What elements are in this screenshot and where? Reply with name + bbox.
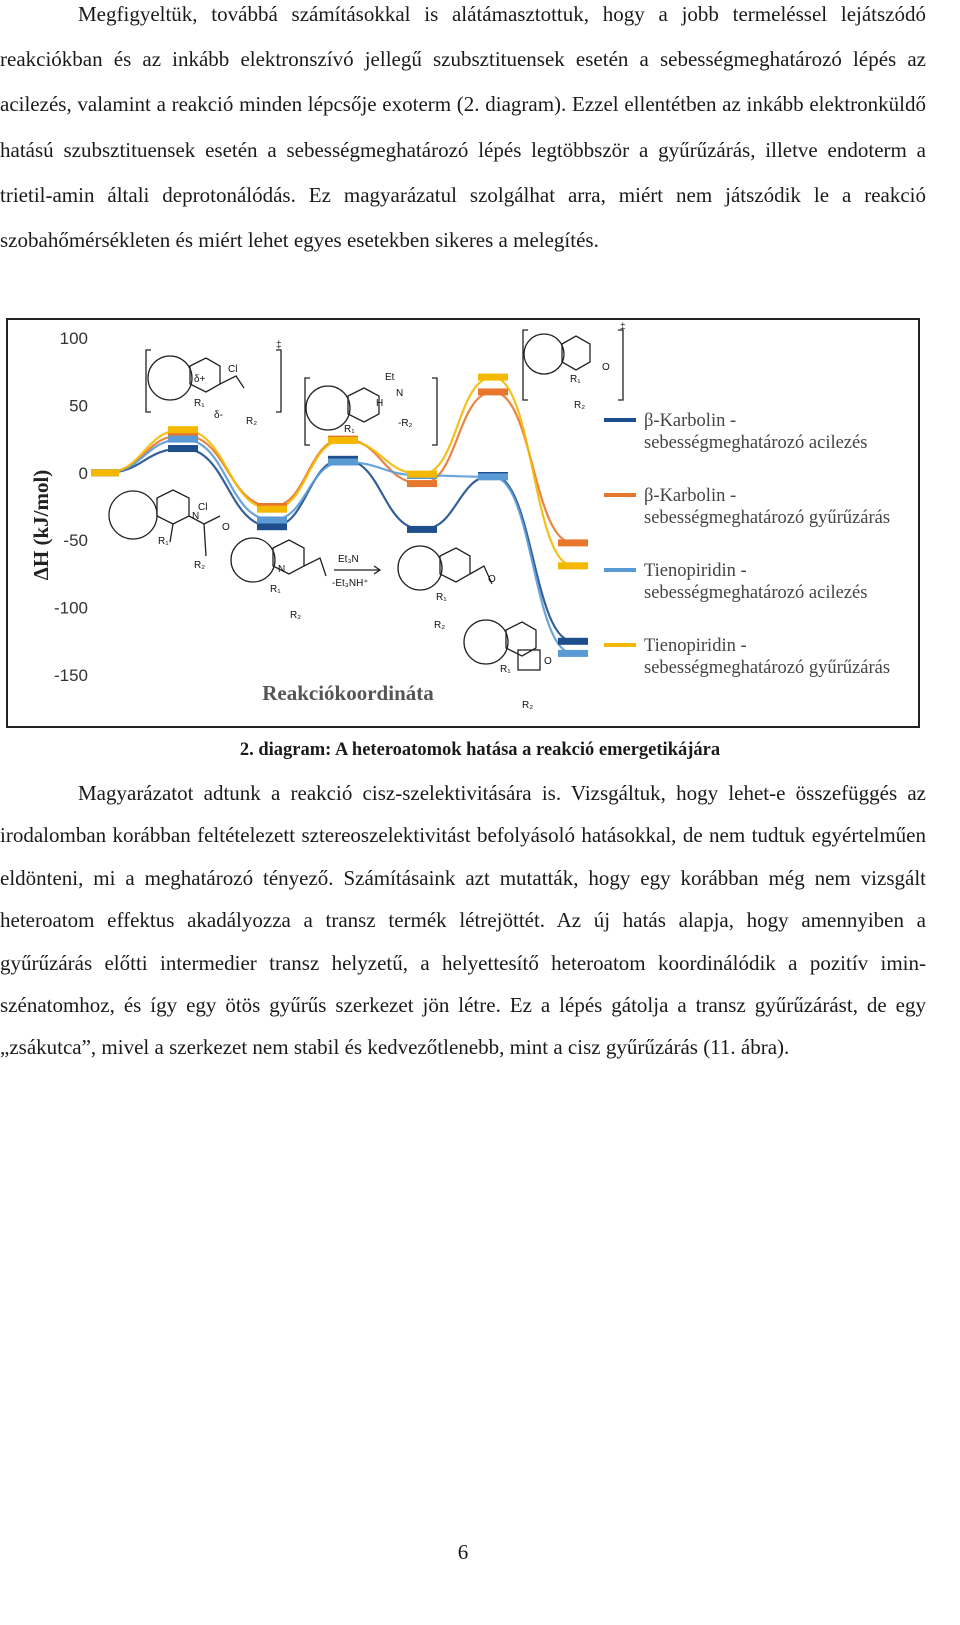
- ts2-et: Et: [385, 372, 395, 383]
- product-o: O: [544, 656, 552, 667]
- int2-o: O: [488, 574, 496, 585]
- molecule-product: [464, 620, 552, 711]
- y-tick-label: 100: [59, 329, 88, 348]
- legend-label: Tienopiridin -: [644, 561, 747, 581]
- y-tick-label: 0: [78, 463, 88, 483]
- ts3-r2: R₂: [574, 400, 586, 411]
- et3n-label: Et₃N: [338, 554, 359, 565]
- reactant-r2: R₂: [194, 560, 206, 571]
- reactant-r1: R₁: [158, 536, 169, 547]
- energy-level-bar: [478, 388, 508, 395]
- reactant-cl: Cl: [198, 502, 208, 513]
- energy-curves: [105, 377, 573, 653]
- energy-level-bar: [558, 650, 588, 657]
- energy-level-bar: [558, 539, 588, 546]
- ts1-dagger: ‡: [276, 340, 282, 351]
- ts2-n: N: [396, 388, 404, 399]
- legend-label-sub: sebességmeghatározó acilezés: [644, 583, 868, 603]
- y-tick-label: -100: [53, 598, 88, 618]
- molecule-int1: [231, 538, 380, 621]
- ts3-o: O: [602, 362, 610, 373]
- molecule-reactant: [109, 490, 230, 571]
- ts1-delta-plus: δ+: [194, 374, 206, 385]
- y-axis: [54, 329, 88, 685]
- product-r1: R₁: [500, 664, 511, 675]
- ts1-r1: R₁: [194, 398, 205, 409]
- energy-level-bar: [168, 445, 198, 452]
- int2-r2: R₂: [434, 620, 446, 631]
- int1-n: N: [278, 564, 286, 575]
- ts2-minus-r2: -R₂: [398, 418, 413, 429]
- reactant-o: O: [222, 522, 230, 533]
- page-number: 6: [457, 1540, 469, 1564]
- ts3-dagger: ‡: [620, 322, 626, 333]
- product-r2: R₂: [522, 700, 534, 711]
- paragraph-1: Megfigyeltük, továbbá számításokkal is alátámasztottuk, hogy a jobb termeléssel lejátszódó reakciókban és az inkább elektronszívó jellegű szubsztituensek esetén a sebességmeghatározó lépés az acilezés, valamint a reakció minden lépcsője exoterm (2. diagram). Ezzel ellentétben az inkább elektronküldő hatású szubsztituensek esetén a sebességmeghatározó lépés legtöbbször a gyűrűzárás, illetve endoterm a trietil-amin általi deprotonálódás. Ez magyarázatul szolgálhat arra, miért nem játszódik le a reakció szobahőmérsékleten és miért lehet egyes esetekben sikeres a melegítés.: [0, 2, 926, 253]
- energy-level-bar: [257, 523, 287, 530]
- paragraph-2: Magyarázatot adtunk a reakció cisz-szelektivitására is. Vizsgáltuk, hogy lehet-e összefüggés az irodalomban korábban feltételezett sztereoszelektivitást befolyásoló hatásokkal, de nem tudtuk egyértelműen eldönteni, mi a meghatározó tényező. Számításaink azt mutatták, hogy egy korábban még nem vizsgált heteroatom effektus akadályozza a transz termék létrejöttét. Az új hatás alapja, hogy amennyiben a gyűrűzárás előtti intermedier transz helyzetű, a helyettesítő heteroatom koordinálódik a pozitív imin-szénatomhoz, és így egy ötös gyűrűs szerkezet jön létre. Ez a lépés gátolja a transz gyűrűzárást, de egy „zsákutca”, mivel a szerkezet nem stabil és kedvezőtlenebb, mint a cisz gyűrűzárás (11. ábra).: [0, 781, 926, 1060]
- y-tick-label: 50: [69, 396, 88, 416]
- energy-level-bar: [91, 469, 119, 476]
- figure-caption: 2. diagram: A heteroatomok hatása a reakció emergetikájára: [239, 740, 721, 760]
- energy-level-bar: [478, 473, 508, 480]
- legend-label-sub: sebességmeghatározó gyűrűzárás: [644, 508, 891, 528]
- int1-r1: R₁: [270, 584, 281, 595]
- chart-legend: [604, 411, 890, 678]
- ts1-r2: R₂: [246, 416, 258, 427]
- reactant-n: N: [192, 511, 200, 522]
- legend-label: Tienopiridin -: [644, 636, 747, 656]
- energy-level-bar: [407, 480, 437, 487]
- series-curve-4: [105, 377, 573, 566]
- ts2-h: H: [376, 398, 384, 409]
- energy-level-bar: [168, 436, 198, 443]
- ts1-delta-minus: δ-: [214, 410, 223, 421]
- energy-level-bar: [407, 471, 437, 478]
- series-curve-3: [105, 439, 573, 653]
- int1-r2: R₂: [290, 610, 302, 621]
- x-axis-label: Reakciókoordináta: [262, 681, 434, 705]
- y-tick-label: -50: [63, 531, 88, 551]
- molecule-ts3: [523, 322, 626, 411]
- molecule-ts2: [305, 372, 437, 445]
- molecule-int2: [398, 546, 496, 631]
- energy-diagram-figure: [6, 318, 920, 728]
- y-tick-label: -150: [53, 666, 88, 685]
- legend-label: β-Karbolin -: [644, 411, 737, 431]
- energy-levels: [91, 374, 588, 657]
- int2-r1: R₁: [436, 592, 447, 603]
- energy-level-bar: [558, 638, 588, 645]
- legend-label-sub: sebességmeghatározó acilezés: [644, 433, 868, 453]
- energy-level-bar: [328, 437, 358, 444]
- legend-label: β-Karbolin -: [644, 486, 737, 506]
- ts2-r1: R₁: [344, 424, 355, 435]
- et3nh-label: -Et₃NH⁺: [332, 578, 369, 589]
- energy-level-bar: [328, 459, 358, 466]
- molecule-ts1: [146, 340, 282, 427]
- energy-diagram-chart: [8, 320, 920, 728]
- energy-level-bar: [168, 426, 198, 433]
- ts3-r1: R₁: [570, 374, 581, 385]
- energy-level-bar: [257, 516, 287, 523]
- legend-label-sub: sebességmeghatározó gyűrűzárás: [644, 658, 891, 678]
- energy-level-bar: [407, 526, 437, 533]
- series-curve-2: [105, 392, 573, 543]
- y-axis-label: ΔH (kJ/mol): [29, 469, 53, 581]
- energy-level-bar: [478, 374, 508, 381]
- energy-level-bar: [558, 562, 588, 569]
- ts1-cl: Cl: [228, 364, 238, 375]
- energy-level-bar: [257, 506, 287, 513]
